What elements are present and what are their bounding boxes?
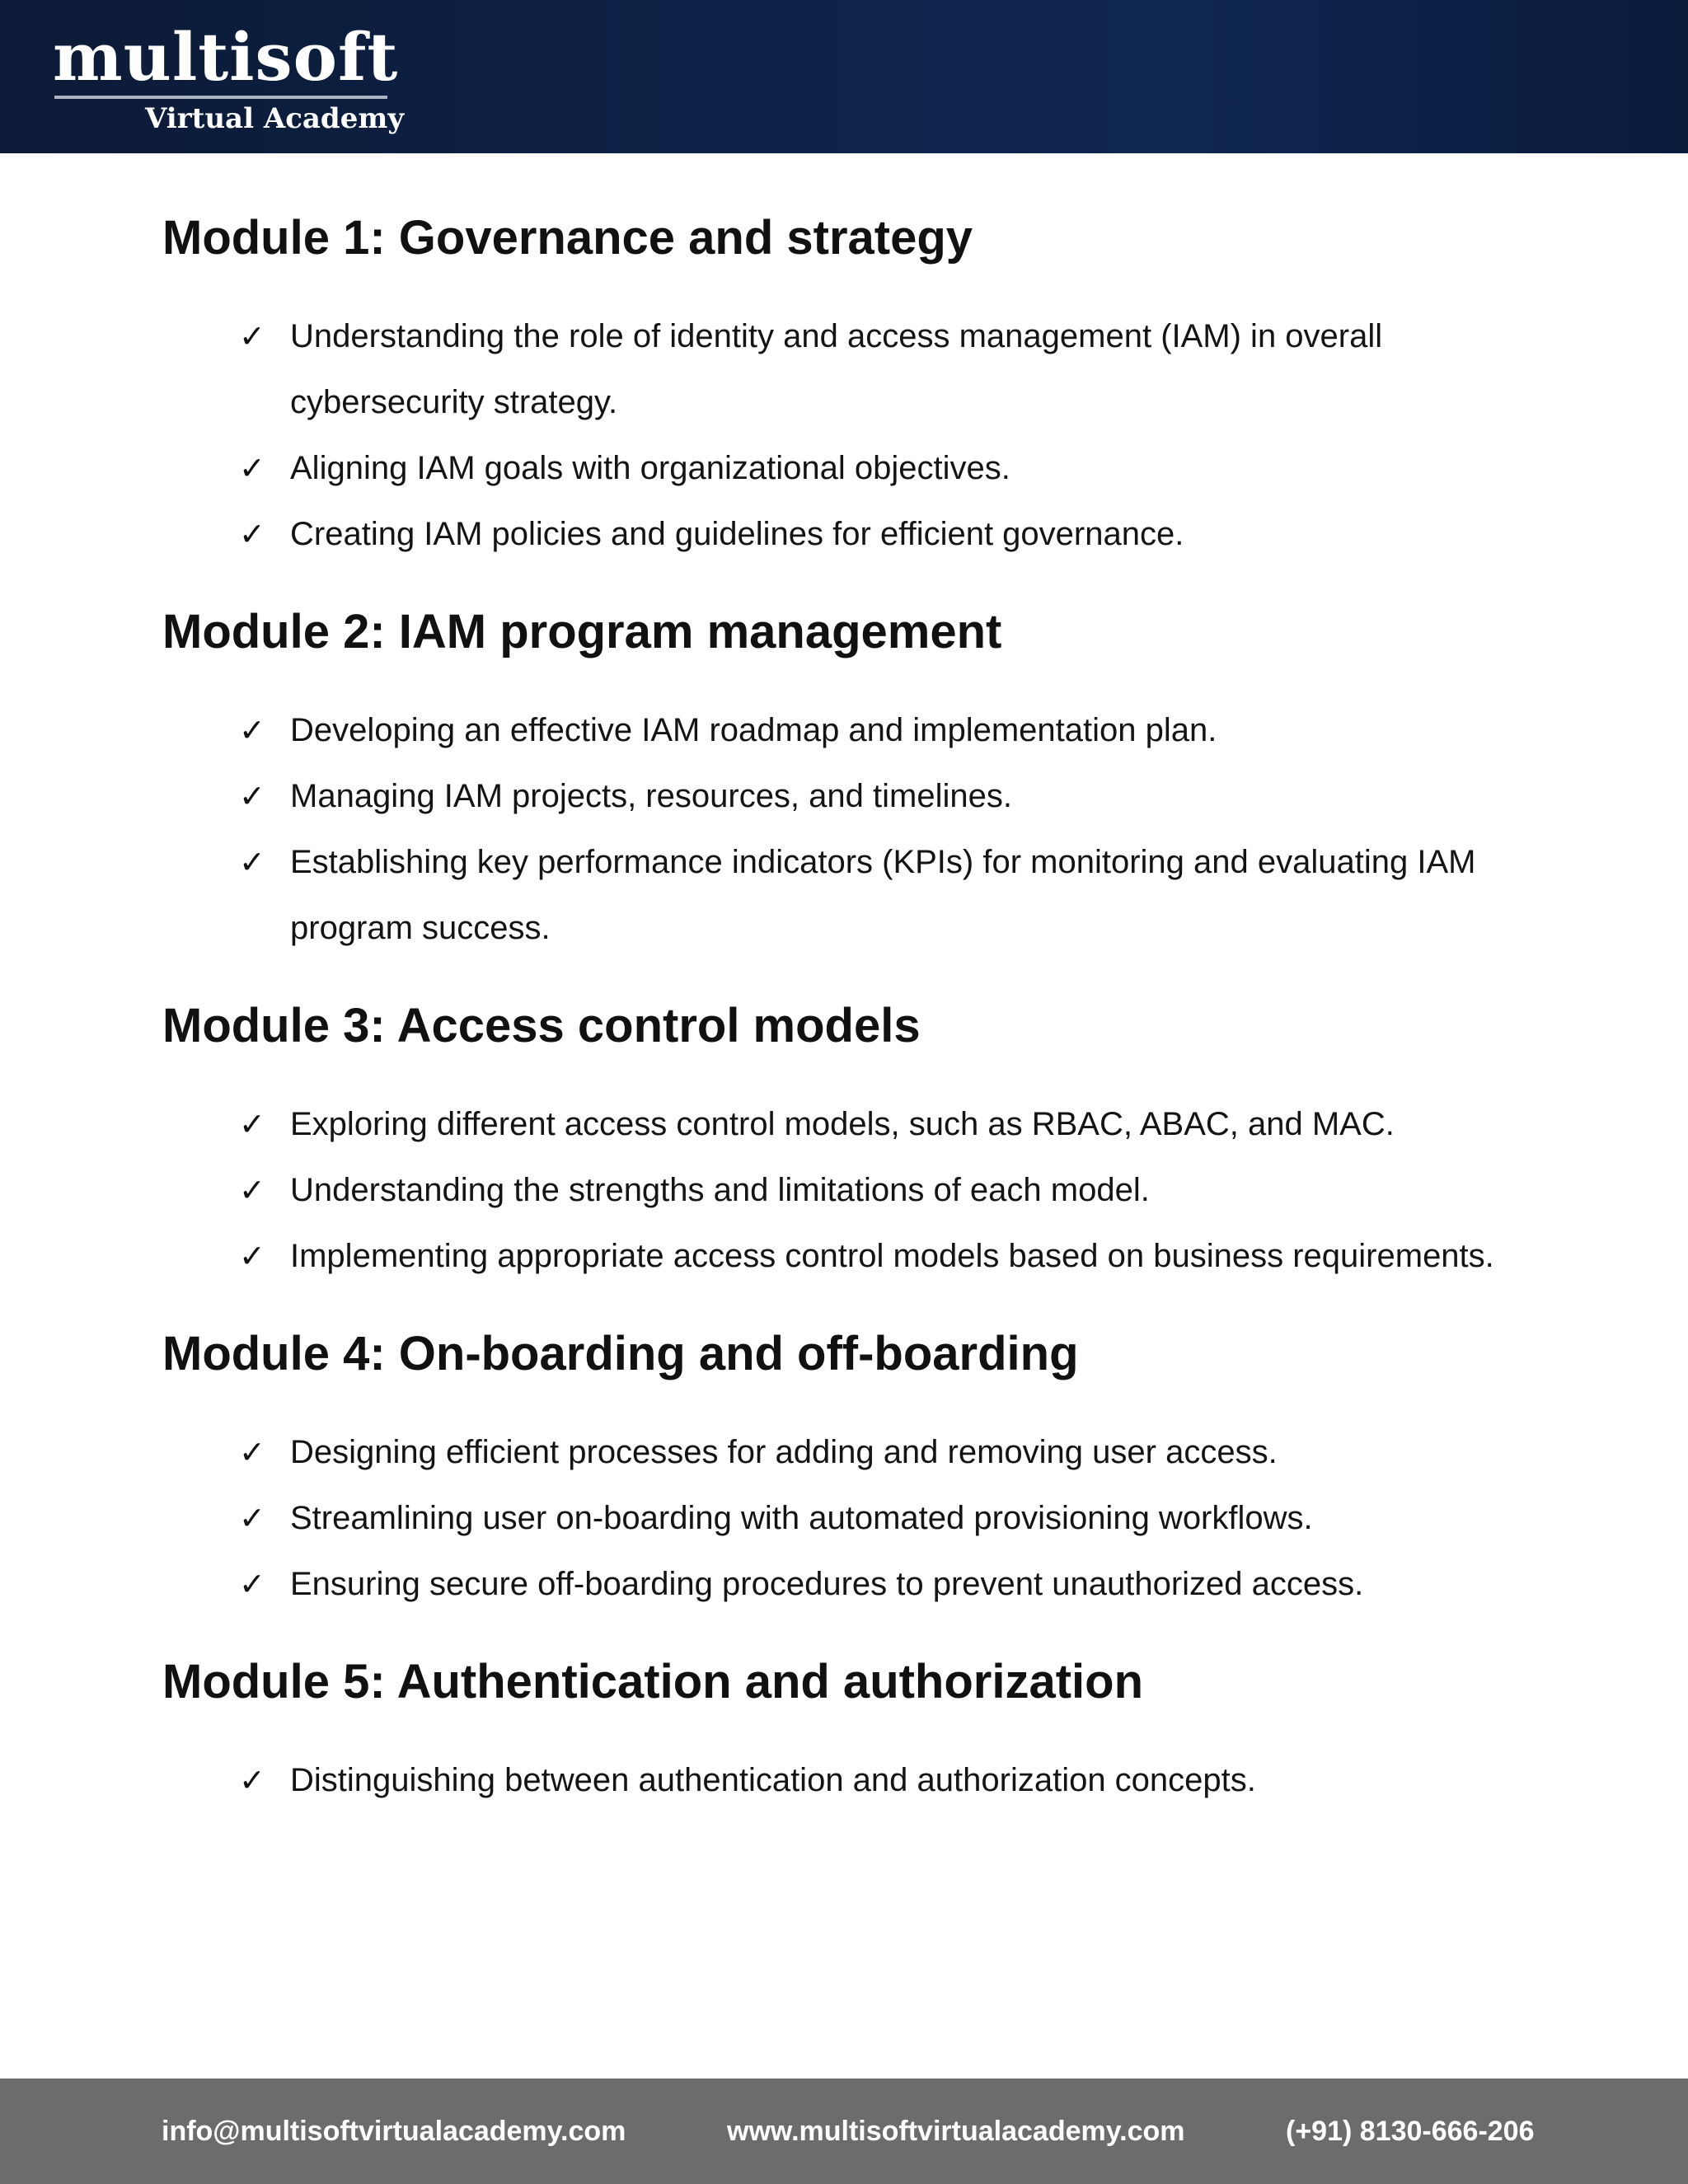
list-item-text: Creating IAM policies and guidelines for efficient governance. <box>290 516 1184 552</box>
footer-website-link[interactable]: www.multisoftvirtualacademy.com <box>727 2116 1185 2147</box>
logo-tagline: Virtual Academy <box>145 102 405 135</box>
module-topics <box>162 1091 1564 1289</box>
module-list <box>162 209 1564 1849</box>
list-item-text: Understanding the role of identity and access management (IAM) in overall cybersecurity strategy. <box>290 318 1383 420</box>
checkmark-icon: ✓ <box>239 450 265 486</box>
checkmark-icon: ✓ <box>239 318 265 354</box>
footer-email-link[interactable]: info@multisoftvirtualacademy.com <box>162 2116 626 2147</box>
list-item <box>162 1157 1564 1223</box>
footer-phone-link[interactable]: (+91) 8130-666-206 <box>1286 2116 1535 2147</box>
module-title: Module 2: IAM program management <box>162 605 1002 658</box>
header-banner <box>0 0 1688 153</box>
checkmark-icon: ✓ <box>239 844 265 880</box>
list-item <box>162 501 1564 567</box>
module-topics <box>162 697 1564 961</box>
list-item <box>162 1091 1564 1157</box>
checkmark-icon: ✓ <box>239 1566 265 1602</box>
checkmark-icon: ✓ <box>239 712 265 748</box>
list-item-text: Distinguishing between authentication and authorization concepts. <box>290 1762 1256 1798</box>
logo-divider <box>54 96 387 99</box>
checkmark-icon: ✓ <box>239 1434 265 1470</box>
list-item-text: Exploring different access control models, such as RBAC, ABAC, and MAC. <box>290 1106 1395 1142</box>
checkmark-icon: ✓ <box>239 778 265 814</box>
module-3 <box>162 997 1564 1289</box>
list-item-text: Developing an effective IAM roadmap and implementation plan. <box>290 712 1217 748</box>
list-item <box>162 1223 1564 1289</box>
list-item <box>162 1747 1564 1813</box>
list-item-text: Managing IAM projects, resources, and timelines. <box>290 778 1012 814</box>
module-1 <box>162 209 1564 567</box>
module-2 <box>162 603 1564 961</box>
list-item <box>162 435 1564 501</box>
module-5 <box>162 1653 1564 1813</box>
list-item <box>162 763 1564 829</box>
checkmark-icon: ✓ <box>239 1238 265 1274</box>
list-item-text: Implementing appropriate access control models based on business requirements. <box>290 1238 1494 1274</box>
list-item <box>162 1485 1564 1551</box>
list-item-text: Aligning IAM goals with organizational objectives. <box>290 450 1010 486</box>
module-topics <box>162 303 1564 567</box>
footer-bar <box>0 2079 1688 2184</box>
list-item <box>162 829 1564 961</box>
logo-wordmark: multisoft <box>53 18 399 96</box>
checkmark-icon: ✓ <box>239 1172 265 1208</box>
multisoft-logo[interactable] <box>53 18 405 140</box>
list-item <box>162 697 1564 763</box>
module-title: Module 3: Access control models <box>162 999 921 1052</box>
module-topics <box>162 1419 1564 1617</box>
checkmark-icon: ✓ <box>239 1106 265 1142</box>
checkmark-icon: ✓ <box>239 516 265 552</box>
list-item-text: Understanding the strengths and limitations of each model. <box>290 1172 1150 1208</box>
checkmark-icon: ✓ <box>239 1500 265 1536</box>
list-item-text: Designing efficient processes for adding and removing user access. <box>290 1434 1278 1470</box>
list-item <box>162 303 1564 435</box>
list-item <box>162 1419 1564 1485</box>
module-4 <box>162 1325 1564 1617</box>
module-title: Module 1: Governance and strategy <box>162 211 973 265</box>
checkmark-icon: ✓ <box>239 1762 265 1798</box>
module-topics <box>162 1747 1564 1813</box>
module-title: Module 4: On-boarding and off-boarding <box>162 1327 1079 1380</box>
list-item-text: Ensuring secure off-boarding procedures to prevent unauthorized access. <box>290 1566 1364 1602</box>
list-item-text: Establishing key performance indicators (KPIs) for monitoring and evaluating IAM program success. <box>290 844 1476 946</box>
list-item-text: Streamlining user on-boarding with automated provisioning workflows. <box>290 1500 1313 1536</box>
module-title: Module 5: Authentication and authorization <box>162 1655 1144 1708</box>
list-item <box>162 1551 1564 1617</box>
